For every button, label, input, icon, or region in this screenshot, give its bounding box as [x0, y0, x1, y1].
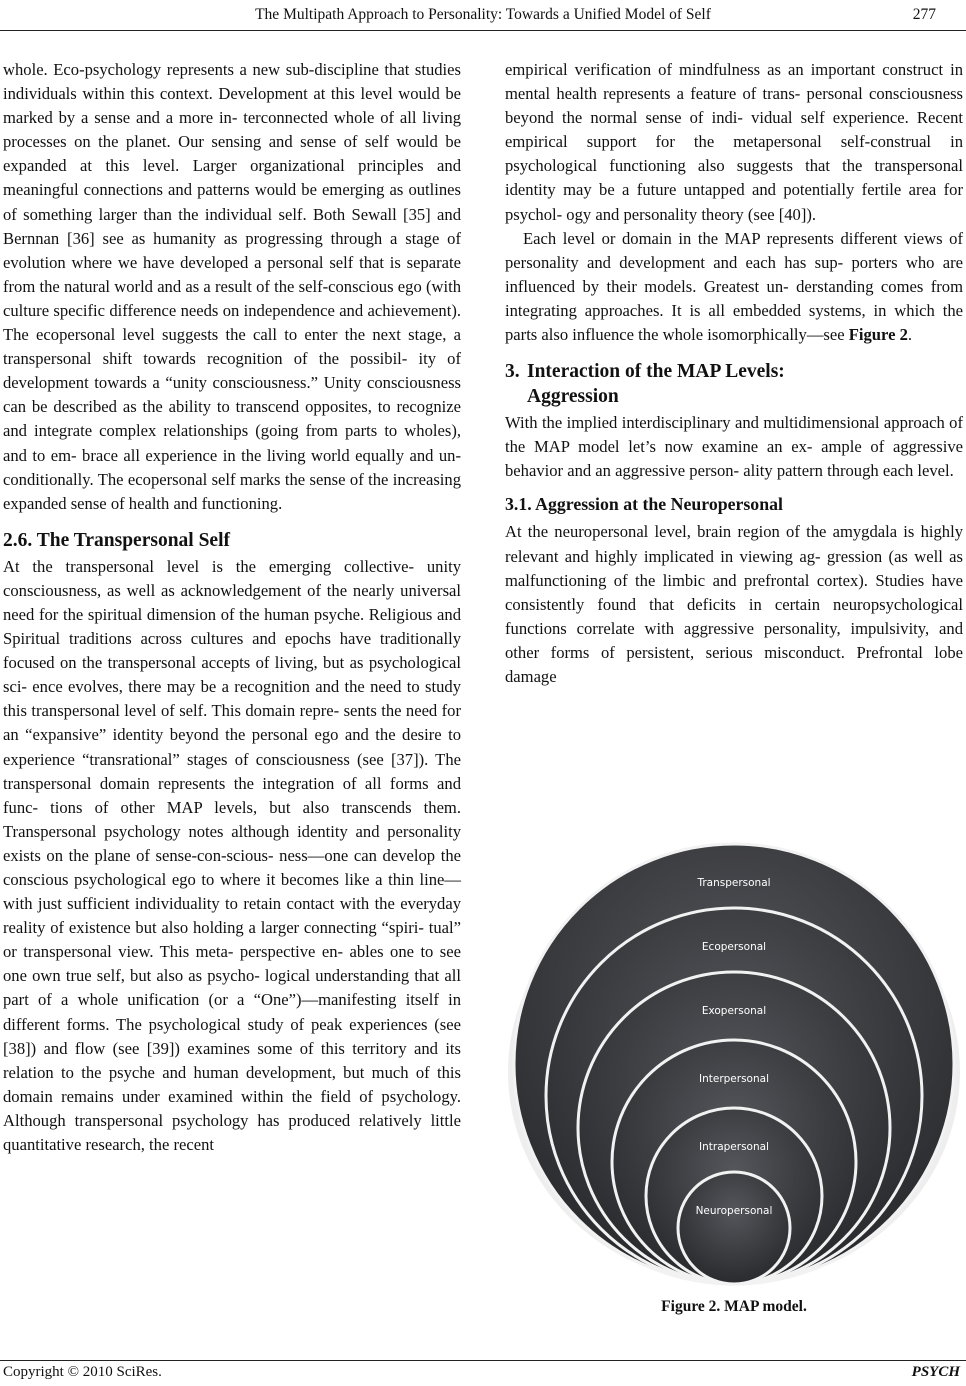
map-model-diagram — [505, 790, 963, 1300]
right-paragraph-2-end: . — [907, 325, 913, 345]
right-paragraph-2-text: Each level or domain in the MAP represents different views of personality and development and each has sup- porters who are influenced by their models. Greatest un- derstanding comes from integrating approaches. It is all embedded systems, in which the parts also influence the whole isomorphically—see — [505, 228, 963, 345]
level-circle-neuropersonal — [678, 1172, 790, 1284]
figure-2-reference[interactable]: Figure 2 — [848, 325, 908, 345]
running-head — [0, 6, 966, 28]
level-label-exopersonal: Exopersonal — [701, 1005, 767, 1017]
figure-caption: Figure 2. MAP model. — [661, 1298, 807, 1315]
right-paragraph-3: With the implied interdisciplinary and multidimensional approach of the MAP model let’s now examine an ex- ample of aggressive behavior and an aggressive person- ality pattern through each level. — [505, 413, 963, 481]
page-number: 277 — [912, 6, 936, 23]
section-heading-3 — [505, 359, 963, 409]
section-3-number: 3. — [505, 361, 520, 383]
right-paragraph-2 — [505, 227, 963, 347]
left-paragraph-1: whole. Eco-psychology represents a new sub-discipline that studies individuals within this context. Development at this level would be marked by a sense and a more in- terconnected whole of all living processes on the planet. Our sensing and sense of self would be expanded at this level. Larger organizational principles and meaningful connections and patterns would be emerging as outlines of something larger than the individual self. Both Sewall [35] and Bernnan [36] see as humanity as progressing through a stage of evolution where we have developed a personal self that is separate from the natural world and as a result of the self-conscious ego (with culture specific difference needs on independence and achievement). The ecopersonal level suggests the call to enter the next stage, a transpersonal shift towards recognition of the possibil- ity of development towards a “unity consciousness.” Unity consciousness can be described as the ability to transcend opposites, to recognize and integrate complex relationships (going from parts to wholes), and to em- brace all experience in the living world equally and un- conditionally. The ecopersonal self marks the sense of the increasing expanded sense of health and functioning. — [3, 60, 461, 513]
map-model-figure — [505, 790, 963, 1330]
subsection-heading-3-1: 3.1. Aggression at the Neuropersonal — [505, 494, 783, 515]
left-column — [3, 58, 461, 1157]
copyright-notice: Copyright © 2010 SciRes. — [3, 1364, 162, 1380]
level-label-transpersonal: Transpersonal — [697, 877, 771, 889]
level-label-neuropersonal: Neuropersonal — [695, 1205, 773, 1217]
section-heading-transpersonal: 2.6. The Transpersonal Self — [3, 529, 230, 551]
right-column — [505, 58, 963, 689]
footer-rule — [0, 1360, 966, 1361]
header-rule — [0, 30, 966, 31]
running-title: The Multipath Approach to Personality: Towards a Unified Model of Self — [255, 6, 711, 23]
left-paragraph-2: At the transpersonal level is the emerging collective- unity consciousness, as well as acknowledgement of the nearly universal need for the spiritual dimension of the human psyche. Religious and Spiritual traditions across cultures and epochs have traditionally focused on the transpersonal accepts of living, but as psychological sci- ence evolves, there may be a recognition and the need to study this transpersonal level of self. This domain repre- sents the need for an “expansive” identity beyond the personal ego and the desire to experience “transrational” stages of consciousness (see [37]). The transpersonal domain represents the integration of all forms and func- tions of other MAP levels, but also transcends them. Transpersonal psychology notes although identity and personality exists on the plane of sense-con-scious- ness—one can develop the conscious psychological ego to where it becomes like a thin line—with just sufficient individuality to retain contact with the everyday reality of existence but also holding a larger connecting “spiri- tual” or transpersonal view. This meta- perspective en- ables one to see one own true self, but also as psycho- logical understanding that all part of a whole unification (or a “One”)—manifesting itself in different forms. The psychological study of peak experiences (see [38]) and flow (see [39]) examines some of this territory and its relation to the psyche and human development, but much of this domain remains under examined within the field of psychology. Although transpersonal psychology has produced relatively little quantitative research, the recent — [3, 556, 461, 1155]
level-label-intrapersonal: Intrapersonal — [699, 1141, 769, 1153]
journal-name: PSYCH — [911, 1364, 960, 1380]
level-label-ecopersonal: Ecopersonal — [701, 941, 767, 953]
right-paragraph-1: empirical verification of mindfulness as an important construct in mental health represents a feature of trans- personal consciousness beyond the normal sense of indi- vidual self experience. Recent empirical support for the metapersonal self-construal in psychological functioning also suggests that the transpersonal identity may be a future untapped and potentially fertile area for psychol- ogy and personality theory (see [40]). — [505, 60, 963, 224]
section-3-title-line-2: Aggression — [527, 386, 619, 408]
level-label-interpersonal: Interpersonal — [699, 1073, 769, 1085]
section-3-title-line-1: Interaction of the MAP Levels: — [527, 361, 785, 383]
right-paragraph-4: At the neuropersonal level, brain region of the amygdala is highly relevant and highly implicated in viewing ag- gression (as well as malfunctioning of the limbic and prefrontal cortex). Studies have consistently found that deficits in certain neuropsychological functions correlate with aggressive personality, impulsivity, and other forms of persistent, serious misconduct. Prefrontal lobe damage — [505, 522, 963, 686]
